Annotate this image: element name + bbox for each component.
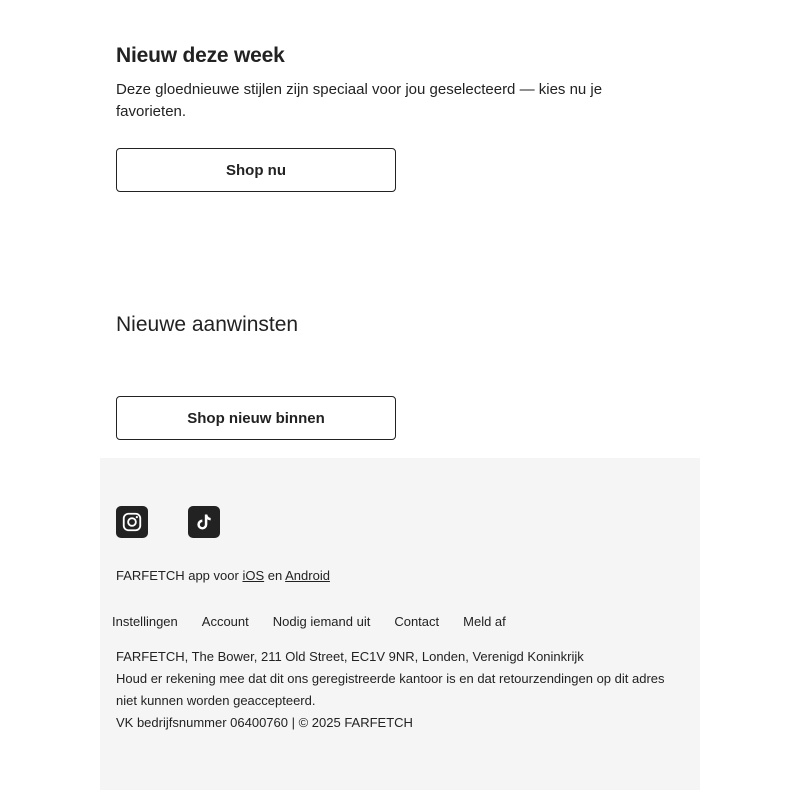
app-download-line bbox=[116, 568, 330, 583]
app-and: en bbox=[267, 568, 283, 583]
android-link[interactable]: Android bbox=[285, 568, 330, 583]
instagram-icon bbox=[121, 511, 143, 533]
section-title-new-this-week: Nieuw deze week bbox=[116, 44, 285, 67]
footer-link-unsubscribe[interactable]: Meld af bbox=[463, 614, 506, 629]
section-description: Deze gloednieuwe stijlen zijn speciaal voor jou geselecteerd — kies nu je favorieten. bbox=[116, 81, 603, 120]
app-prefix: FARFETCH app voor bbox=[116, 568, 239, 583]
shop-new-in-button[interactable]: Shop nieuw binnen bbox=[116, 396, 396, 440]
instagram-link[interactable] bbox=[116, 506, 148, 538]
footer-links bbox=[112, 614, 530, 629]
company-address: FARFETCH, The Bower, 211 Old Street, EC1V 9NR, Londen, Verenigd Koninkrijk bbox=[116, 649, 584, 664]
company-registration: VK bedrijfsnummer 06400760 | © 2025 FARFETCH bbox=[116, 715, 413, 730]
ios-link[interactable]: iOS bbox=[242, 568, 265, 583]
footer bbox=[100, 458, 700, 790]
email-container bbox=[100, 0, 700, 790]
footer-link-settings[interactable]: Instellingen bbox=[112, 614, 178, 629]
footer-link-account[interactable]: Account bbox=[201, 614, 249, 629]
tiktok-link[interactable] bbox=[188, 506, 220, 538]
shop-now-button[interactable]: Shop nu bbox=[116, 148, 396, 192]
section-title-new-arrivals: Nieuwe aanwinsten bbox=[116, 313, 299, 336]
returns-notice: Houd er rekening mee dat dit ons geregistreerde kantoor is en dat retourzendingen op dit adres niet kunnen worden geaccepteerd. bbox=[116, 671, 665, 708]
footer-link-contact[interactable]: Contact bbox=[394, 614, 440, 629]
legal-info bbox=[116, 646, 686, 734]
footer-link-invite[interactable]: Nodig iemand uit bbox=[272, 614, 371, 629]
tiktok-icon bbox=[194, 512, 214, 532]
